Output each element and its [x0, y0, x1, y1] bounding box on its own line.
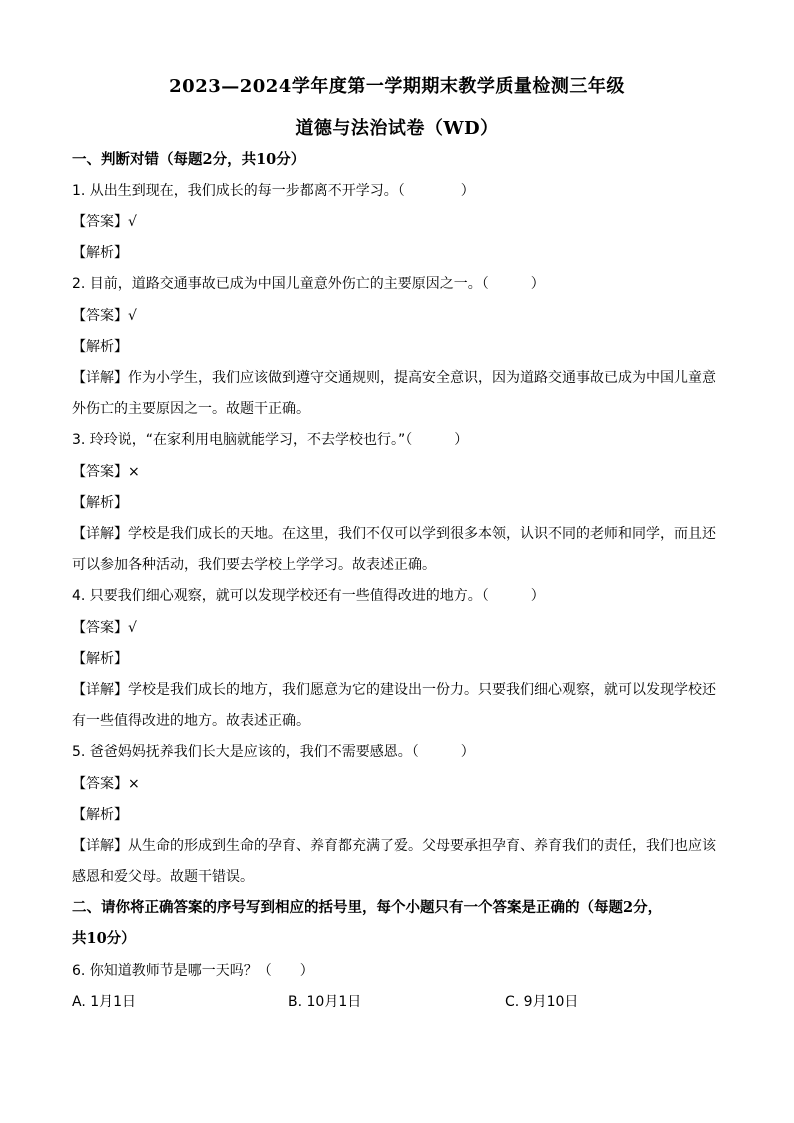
question-6-option-b: B. 10月1日 — [288, 994, 362, 1010]
question-3-detail-line-1: 【详解】学校是我们成长的天地。在这里，我们不仅可以学到很多本领，认识不同的老师和同学，而且还 — [72, 526, 716, 542]
question-6-stem: 6. 你知道教师节是哪一天吗？（ ） — [72, 963, 314, 979]
question-1-analysis: 【解析】 — [72, 245, 128, 261]
question-1-answer: 【答案】√ — [72, 214, 137, 230]
question-3-stem: 3. 玲玲说，“在家利用电脑就能学习，不去学校也行。”（ ） — [72, 432, 469, 448]
question-4-answer: 【答案】√ — [72, 620, 137, 636]
exam-title-line-2: 道德与法治试卷（WD） — [295, 118, 499, 139]
question-1-stem: 1. 从出生到现在，我们成长的每一步都离不开学习。（ ） — [72, 183, 475, 199]
question-5-stem: 5. 爸爸妈妈抚养我们长大是应该的，我们不需要感恩。（ ） — [72, 744, 475, 760]
question-5-answer: 【答案】× — [72, 776, 140, 792]
question-2-detail-line-2: 外伤亡的主要原因之一。故题干正确。 — [72, 401, 310, 417]
question-3-detail-line-2: 可以参加各种活动，我们要去学校上学学习。故表述正确。 — [72, 557, 436, 573]
question-2-analysis: 【解析】 — [72, 339, 128, 355]
section-2-heading-line-1: 二、请你将正确答案的序号写到相应的括号里，每个小题只有一个答案是正确的（每题2分， — [72, 899, 663, 916]
question-2-detail-line-1: 【详解】作为小学生，我们应该做到遵守交通规则，提高安全意识，因为道路交通事故已成为中国儿童意 — [72, 370, 716, 386]
question-5-detail-line-1: 【详解】从生命的形成到生命的孕育、养育都充满了爱。父母要承担孕育、养育我们的责任，我们也应该 — [72, 838, 716, 854]
question-2-answer: 【答案】√ — [72, 308, 137, 324]
question-4-detail-line-2: 有一些值得改进的地方。故表述正确。 — [72, 713, 310, 729]
section-2-heading-line-2: 共10分） — [72, 930, 136, 947]
question-4-detail-line-1: 【详解】学校是我们成长的地方，我们愿意为它的建设出一份力。只要我们细心观察，就可以发现学校还 — [72, 682, 716, 698]
question-3-answer: 【答案】× — [72, 464, 140, 480]
question-5-analysis: 【解析】 — [72, 807, 128, 823]
question-5-detail-line-2: 感恩和爱父母。故题干错误。 — [72, 869, 254, 885]
question-4-stem: 4. 只要我们细心观察，就可以发现学校还有一些值得改进的地方。（ ） — [72, 588, 545, 604]
question-4-analysis: 【解析】 — [72, 651, 128, 667]
question-6-option-c: C. 9月10日 — [505, 994, 579, 1010]
question-2-stem: 2. 目前，道路交通事故已成为中国儿童意外伤亡的主要原因之一。（ ） — [72, 276, 545, 292]
question-3-analysis: 【解析】 — [72, 495, 128, 511]
exam-title-line-1: 2023—2024学年度第一学期期末教学质量检测三年级 — [169, 76, 625, 97]
section-1-heading: 一、判断对错（每题2分，共10分） — [72, 151, 306, 168]
question-6-option-a: A. 1月1日 — [72, 994, 137, 1010]
